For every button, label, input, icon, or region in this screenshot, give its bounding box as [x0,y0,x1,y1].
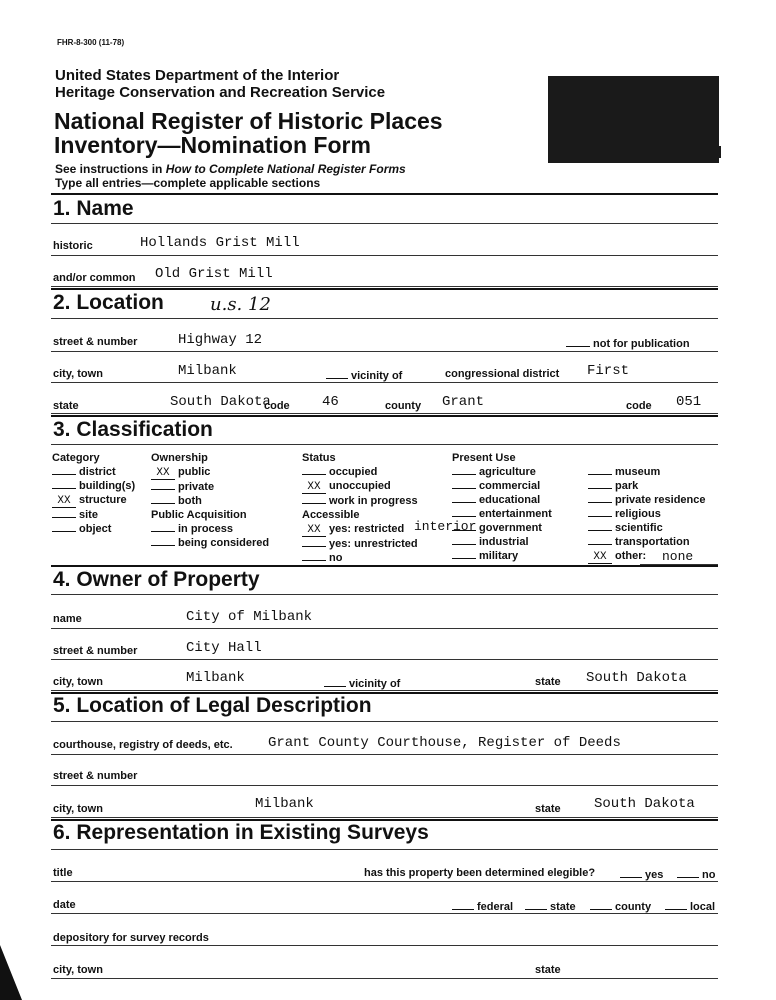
legal-city-value[interactable]: Milbank [255,796,314,812]
state-code-label: code [264,400,290,412]
owner-state-label: state [535,676,561,688]
form-title-line-1: National Register of Historic Places [54,108,443,134]
accessible-heading: Accessible [302,509,360,521]
use-private-residence[interactable]: private residence [588,493,706,507]
section-1-heading-rule [51,223,718,224]
survey-state-label: state [535,964,561,976]
section-2-top-rule [51,288,718,290]
survey-city-label: city, town [53,964,103,976]
agency-line-1: United States Department of the Interior [55,67,340,84]
redacted-block [548,76,719,163]
street-rule [51,351,718,352]
section-1-heading: 1. Name [53,197,134,220]
ownership-heading: Ownership [151,452,208,464]
acquisition-being-considered[interactable]: being considered [151,536,269,550]
use-religious[interactable]: religious [588,507,706,521]
historic-rule [51,255,718,256]
box-tick-mark [719,146,721,158]
ownership-public[interactable]: XX public [151,465,269,480]
ownership-private[interactable]: private [151,480,269,494]
accessible-yes-restricted[interactable]: XX yes: restricted [302,522,418,537]
common-name-label: and/or common [53,272,136,284]
survey-city-rule [51,978,718,979]
other-use-value[interactable]: none [662,549,694,564]
congressional-district-value[interactable]: First [587,363,630,379]
state-label: state [53,400,79,412]
courthouse-rule [51,754,718,755]
owner-name-value[interactable]: City of Milbank [186,609,313,625]
use-other[interactable]: XX other: [588,549,706,564]
legal-city-rule [51,817,718,818]
owner-street-rule [51,659,718,660]
accessible-yes-unrestricted[interactable]: yes: unrestricted [302,537,418,551]
historic-name-value[interactable]: Hollands Grist Mill [140,235,300,251]
category-site[interactable]: site [52,508,135,522]
use-museum[interactable]: museum [588,465,706,479]
status-column [302,451,418,565]
common-name-rule [51,286,718,287]
legal-street-label: street & number [53,770,138,782]
status-work-in-progress[interactable]: work in progress [302,494,418,508]
street-number-value[interactable]: Highway 12 [178,332,263,348]
city-town-value[interactable]: Milbank [178,363,237,379]
not-for-publication-option[interactable]: not for publication [566,336,690,351]
eligible-no-option[interactable]: no [677,867,715,882]
ownership-both[interactable]: both [151,494,269,508]
level-local-option[interactable]: local [665,899,715,914]
courthouse-label: courthouse, registry of deeds, etc. [53,739,233,751]
section-6-heading-rule [51,849,718,850]
survey-date-label: date [53,899,76,911]
category-object[interactable]: object [52,522,135,536]
depository-label: depository for survey records [53,932,209,944]
legal-state-value[interactable]: South Dakota [594,796,695,812]
survey-date-rule [51,913,718,914]
historic-label: historic [53,240,93,252]
use-educational[interactable]: educational [452,493,552,507]
instructions-line-1 [55,162,406,176]
vicinity-of-option[interactable]: vicinity of [326,368,402,383]
legal-street-rule [51,785,718,786]
city-rule [51,382,718,383]
use-military[interactable]: military [452,549,552,563]
state-value[interactable]: South Dakota [170,394,271,410]
handwritten-note: u.s. 12 [210,294,271,315]
public-acquisition-heading: Public Acquisition [151,509,247,521]
section-3-heading: 3. Classification [53,418,213,441]
county-value[interactable]: Grant [442,394,485,410]
owner-city-value[interactable]: Milbank [186,670,245,686]
survey-title-rule [51,881,718,882]
legal-city-label: city, town [53,803,103,815]
survey-title-label: title [53,867,73,879]
eligibility-question: has this property been determined elegible? [364,867,596,879]
category-structure[interactable]: XX structure [52,493,135,508]
county-code-value[interactable]: 051 [676,394,702,410]
use-park[interactable]: park [588,479,706,493]
section-4-heading-rule [51,594,718,595]
instructions-reference: How to Complete National Register Forms [165,162,406,176]
status-occupied[interactable]: occupied [302,465,418,479]
acquisition-in-process[interactable]: in process [151,522,269,536]
use-commercial[interactable]: commercial [452,479,552,493]
section-3-heading-rule [51,444,718,445]
accessible-no[interactable]: no [302,551,418,565]
section-4-heading: 4. Owner of Property [53,568,260,591]
city-town-label: city, town [53,368,103,380]
instructions-prefix: See instructions in [55,162,166,176]
status-unoccupied[interactable]: XX unoccupied [302,479,418,494]
use-transportation[interactable]: transportation [588,535,706,549]
category-buildings[interactable]: building(s) [52,479,135,493]
scan-corner-mark [0,945,22,1000]
interior-note: interior [414,519,477,534]
section-5-heading-rule [51,721,718,722]
owner-name-label: name [53,613,82,625]
section-2-heading-rule [51,318,718,319]
category-column [52,451,135,536]
owner-vicinity-option[interactable]: vicinity of [324,676,400,691]
owner-city-rule [51,690,718,691]
use-scientific[interactable]: scientific [588,521,706,535]
form-title-line-2: Inventory—Nomination Form [54,132,371,158]
depository-rule [51,945,718,946]
use-government[interactable]: government [452,521,552,535]
use-entertainment[interactable]: entertainment [452,507,552,521]
level-federal-option[interactable]: federal [452,899,513,914]
level-county-option[interactable]: county [590,899,651,914]
section-4-top-rule [51,565,718,567]
use-industrial[interactable]: industrial [452,535,552,549]
present-use-heading: Present Use [452,452,516,464]
county-label: county [385,400,422,412]
category-district[interactable]: district [52,465,135,479]
congressional-district-label: congressional district [445,368,560,380]
form-number: FHR-8-300 (11-78) [57,38,125,47]
state-code-value[interactable]: 46 [322,394,339,410]
owner-street-label: street & number [53,645,138,657]
level-state-option[interactable]: state [525,899,576,914]
category-heading: Category [52,452,100,464]
eligible-yes-option[interactable]: yes [620,867,663,882]
instructions-line-2: Type all entries—complete applicable sections [55,176,321,190]
agency-line-2: Heritage Conservation and Recreation Service [55,84,386,101]
use-agriculture[interactable]: agriculture [452,465,552,479]
legal-state-label: state [535,803,561,815]
state-rule [51,413,718,414]
common-name-value[interactable]: Old Grist Mill [155,266,273,282]
owner-street-value[interactable]: City Hall [186,640,262,656]
street-number-label: street & number [53,336,138,348]
ownership-column [151,451,269,550]
section-2-heading: 2. Location [53,291,164,314]
owner-name-rule [51,628,718,629]
owner-state-value[interactable]: South Dakota [586,670,687,686]
section-1-top-rule [51,193,718,195]
owner-city-label: city, town [53,676,103,688]
status-heading: Status [302,452,336,464]
section-6-heading: 6. Representation in Existing Surveys [53,821,429,844]
present-use-column [452,451,552,563]
section-3-top-rule [51,415,718,417]
county-code-label: code [626,400,652,412]
courthouse-value[interactable]: Grant County Courthouse, Register of Deeds [268,735,621,751]
section-5-heading: 5. Location of Legal Description [53,694,372,717]
